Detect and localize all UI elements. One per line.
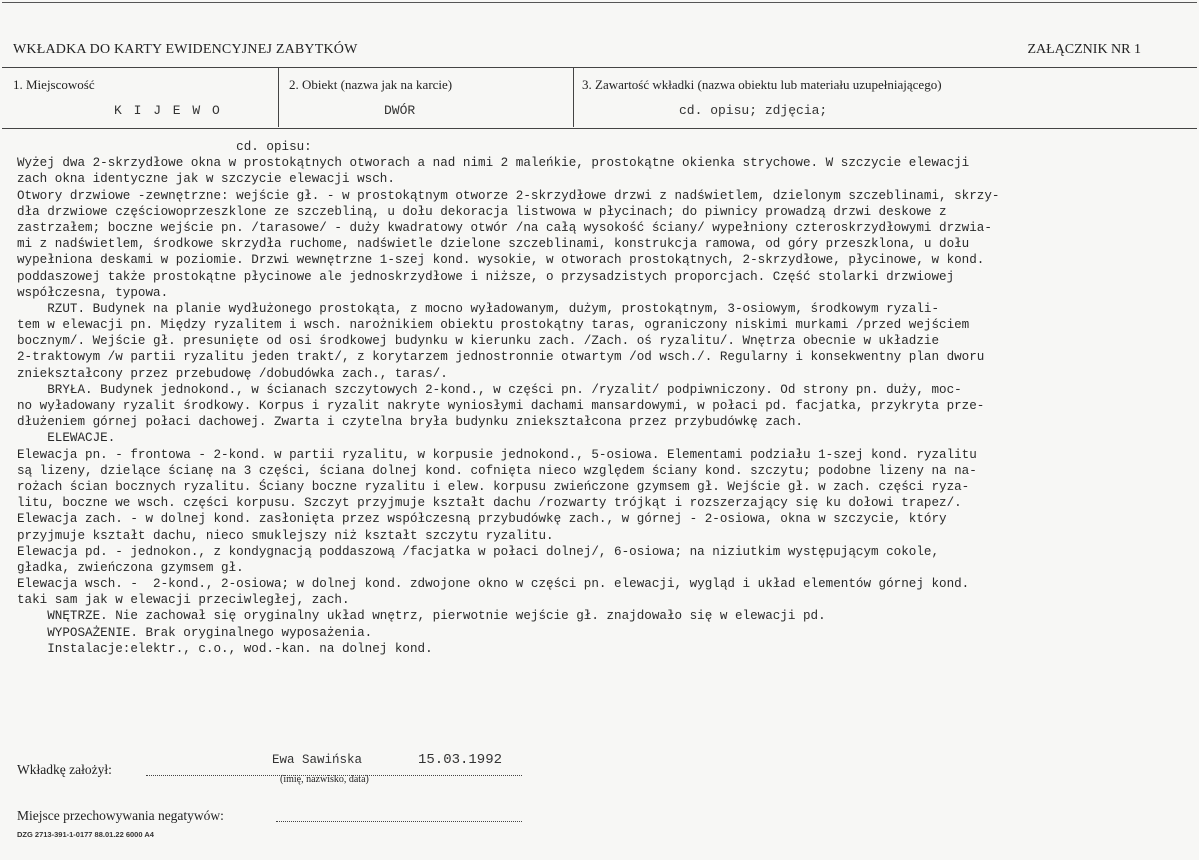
- typed-line: są lizeny, dzielące ścianę na 3 części, ściana dolnej kond. cofnięta nieco względem ściany kond. szczytu; podobne lizeny na na-: [17, 463, 977, 478]
- negatives-label: Miejsce przechowywania negatywów:: [17, 808, 224, 823]
- locality-label: 1. Miejscowość: [13, 77, 95, 92]
- typed-line: Elewacja pd. - jednokon., z kondygnacją poddaszową /facjatka w połaci dolnej/, 6-osiowa; na niziutkim występującym cokole,: [17, 544, 940, 559]
- typed-line: zach okna identyczne jak w szczycie elewacji wsch.: [17, 172, 395, 187]
- typed-line: Elewacja pn. - frontowa - 2-kond. w partii ryzalitu, w korpusie jednokond., 5-osiowa. Elementami podziału 1-szej kond. ryzalitu: [17, 447, 977, 462]
- locality-value: K I J E W O: [114, 103, 222, 118]
- typed-line: wypełniona deskami w poziomie. Drzwi wewnętrzne 1-szej kond. wysokie, w otworach prostokątnych, 2-skrzydłowe, płycinowe, w kond.: [17, 253, 985, 268]
- typed-line: dła drzwiowe częściowoprzeszklone ze szczebliną, u dołu dekoracja listwowa w płycinach; do piwnicy prowadzą drzwi deskowe z: [17, 204, 947, 219]
- typed-line: tem w elewacji pn. Między ryzalitem i wsch. narożnikiem obiektu prostokątny taras, ograniczony niskimi murkami /przed wejściem: [17, 318, 970, 333]
- typed-line: mi z nadświetlem, środkowe skrzydła ruchome, nadświetle dzielone szczeblinami, konstrukcja ramowa, od góry przeszklona, u dołu: [17, 237, 970, 252]
- typed-line: Wyżej dwa 2-skrzydłowe okna w prostokątnych otworach a nad nimi 2 maleńkie, prostokątne okienka strychowe. W szczycie elewacji: [17, 156, 970, 171]
- typed-line: litu, boczne we wsch. części korpusu. Szczyt przyjmuje kształt dachu /rozwarty trójkąt i rozszerzający się ku dołowi trapez/.: [17, 496, 962, 511]
- typed-line: ELEWACJE.: [17, 431, 116, 446]
- typed-line: dłużeniem górnej połaci dachowej. Zwarta i czytelna bryła budynku zniekształcona przez przybudówkę zach.: [17, 415, 803, 430]
- typed-line: taki sam jak w elewacji przeciwległej, zach.: [17, 593, 350, 608]
- contents-value: cd. opisu; zdjęcia;: [679, 103, 828, 118]
- object-label: 2. Obiekt (nazwa jak na karcie): [289, 77, 453, 92]
- typed-line: Otwory drzwiowe -zewnętrzne: wejście gł. - w prostokątnym otworze 2-skrzydłowe drzwi z nadświetlem, dzielonym szczeblinami, skrzy-: [17, 188, 1000, 203]
- typed-line: rożach ścian bocznych ryzalitu. Ściany boczne ryzalitu i elew. korpusu zwieńczone gzymsem gł. Wejście gł. w zach. części ryza-: [17, 479, 970, 494]
- typed-line: BRYŁA. Budynek jednokond., w ścianach szczytowych 2-kond., w części pn. /ryzalit/ podpiwniczony. Od strony pn. duży, moc-: [17, 382, 962, 397]
- typed-line: Instalacje:elektr., c.o., wod.-kan. na dolnej kond.: [17, 641, 433, 656]
- typed-line: RZUT. Budynek na planie wydłużonego prostokąta, z mocno wyładowanym, dużym, prostokątnym, 3-osiowym, środkowym ryzali-: [17, 301, 940, 316]
- typed-line: WYPOSAŻENIE. Brak oryginalnego wyposażenia.: [17, 625, 373, 640]
- typed-line: poddaszowej także prostokątne płycinowe ale jednoskrzydłowe i niższe, o przysadzistych proporcjach. Część stolarki drzwiowej: [17, 269, 955, 284]
- negatives-dotted-line: [276, 821, 522, 822]
- field-divider: [278, 67, 279, 127]
- founder-caption: (imię, nazwisko, data): [280, 774, 369, 785]
- founder-name: Ewa Sawińska: [272, 753, 363, 767]
- field-divider: [573, 67, 574, 127]
- typed-line: zastrzałem; boczne wejście pn. /tarasowe/ - duży kwadratowy otwór /na całą wysokość ściany/ wypełniony czteroskrzydłowymi drzwia-: [17, 220, 992, 235]
- typed-line: 2-traktowym /w partii ryzalitu jeden trakt/, z korytarzem jednostronnie otwartym /od wsch./. Regularny i konsekwentny plan dworu: [17, 350, 985, 365]
- form-title: WKŁADKA DO KARTY EWIDENCYJNEJ ZABYTKÓW: [13, 42, 358, 57]
- typed-line: Elewacja wsch. - 2-kond., 2-osiowa; w dolnej kond. zdwojone okno w części pn. elewacji, wygląd i układ elementów górnej kond.: [17, 577, 970, 592]
- top-border: [2, 2, 1197, 3]
- typed-line: współczesna, typowa.: [17, 285, 169, 300]
- print-code: DZG 2713-391-1-0177 88.01.22 6000 A4: [17, 830, 154, 839]
- typed-line: Elewacja zach. - w dolnej kond. zasłonięta przez współczesną przybudówkę zach., w górnej - 2-osiowa, okna w szczycie, który: [17, 512, 947, 527]
- typed-line: bocznym/. Wejście gł. presunięte od osi środkowej budynku w kierunku zach. /Zach. oś ryzalitu/. Wnętrza obecnie w układzie: [17, 334, 940, 349]
- typed-line: cd. opisu:: [17, 140, 312, 154]
- typed-line: gładka, zwieńczona gzymsem gł.: [17, 560, 244, 575]
- founder-label: Wkładkę założył:: [17, 762, 112, 777]
- typed-description: [17, 139, 1187, 657]
- object-value: DWÓR: [384, 103, 416, 118]
- founder-date: 15.03.1992: [418, 752, 503, 768]
- typed-line: przyjmuje kształt dachu, nieco smuklejszy niż kształt szczytu ryzalitu.: [17, 528, 554, 543]
- contents-label: 3. Zawartość wkładki (nazwa obiektu lub materiału uzupełniającego): [582, 77, 942, 92]
- typed-line: zniekształcony przez przebudowę /dobudówka zach., taras/.: [17, 366, 448, 381]
- annex-number: ZAŁĄCZNIK NR 1: [1027, 42, 1141, 57]
- typed-line: no wyładowany ryzalit środkowy. Korpus i ryzalit nakryte wyniosłymi dachami mansardowymi, w połaci pd. facjatka, przykryta prze-: [17, 399, 985, 413]
- typed-line: WNĘTRZE. Nie zachował się oryginalny układ wnętrz, pierwotnie wejście gł. znajdowało się w elewacji pd.: [17, 609, 826, 624]
